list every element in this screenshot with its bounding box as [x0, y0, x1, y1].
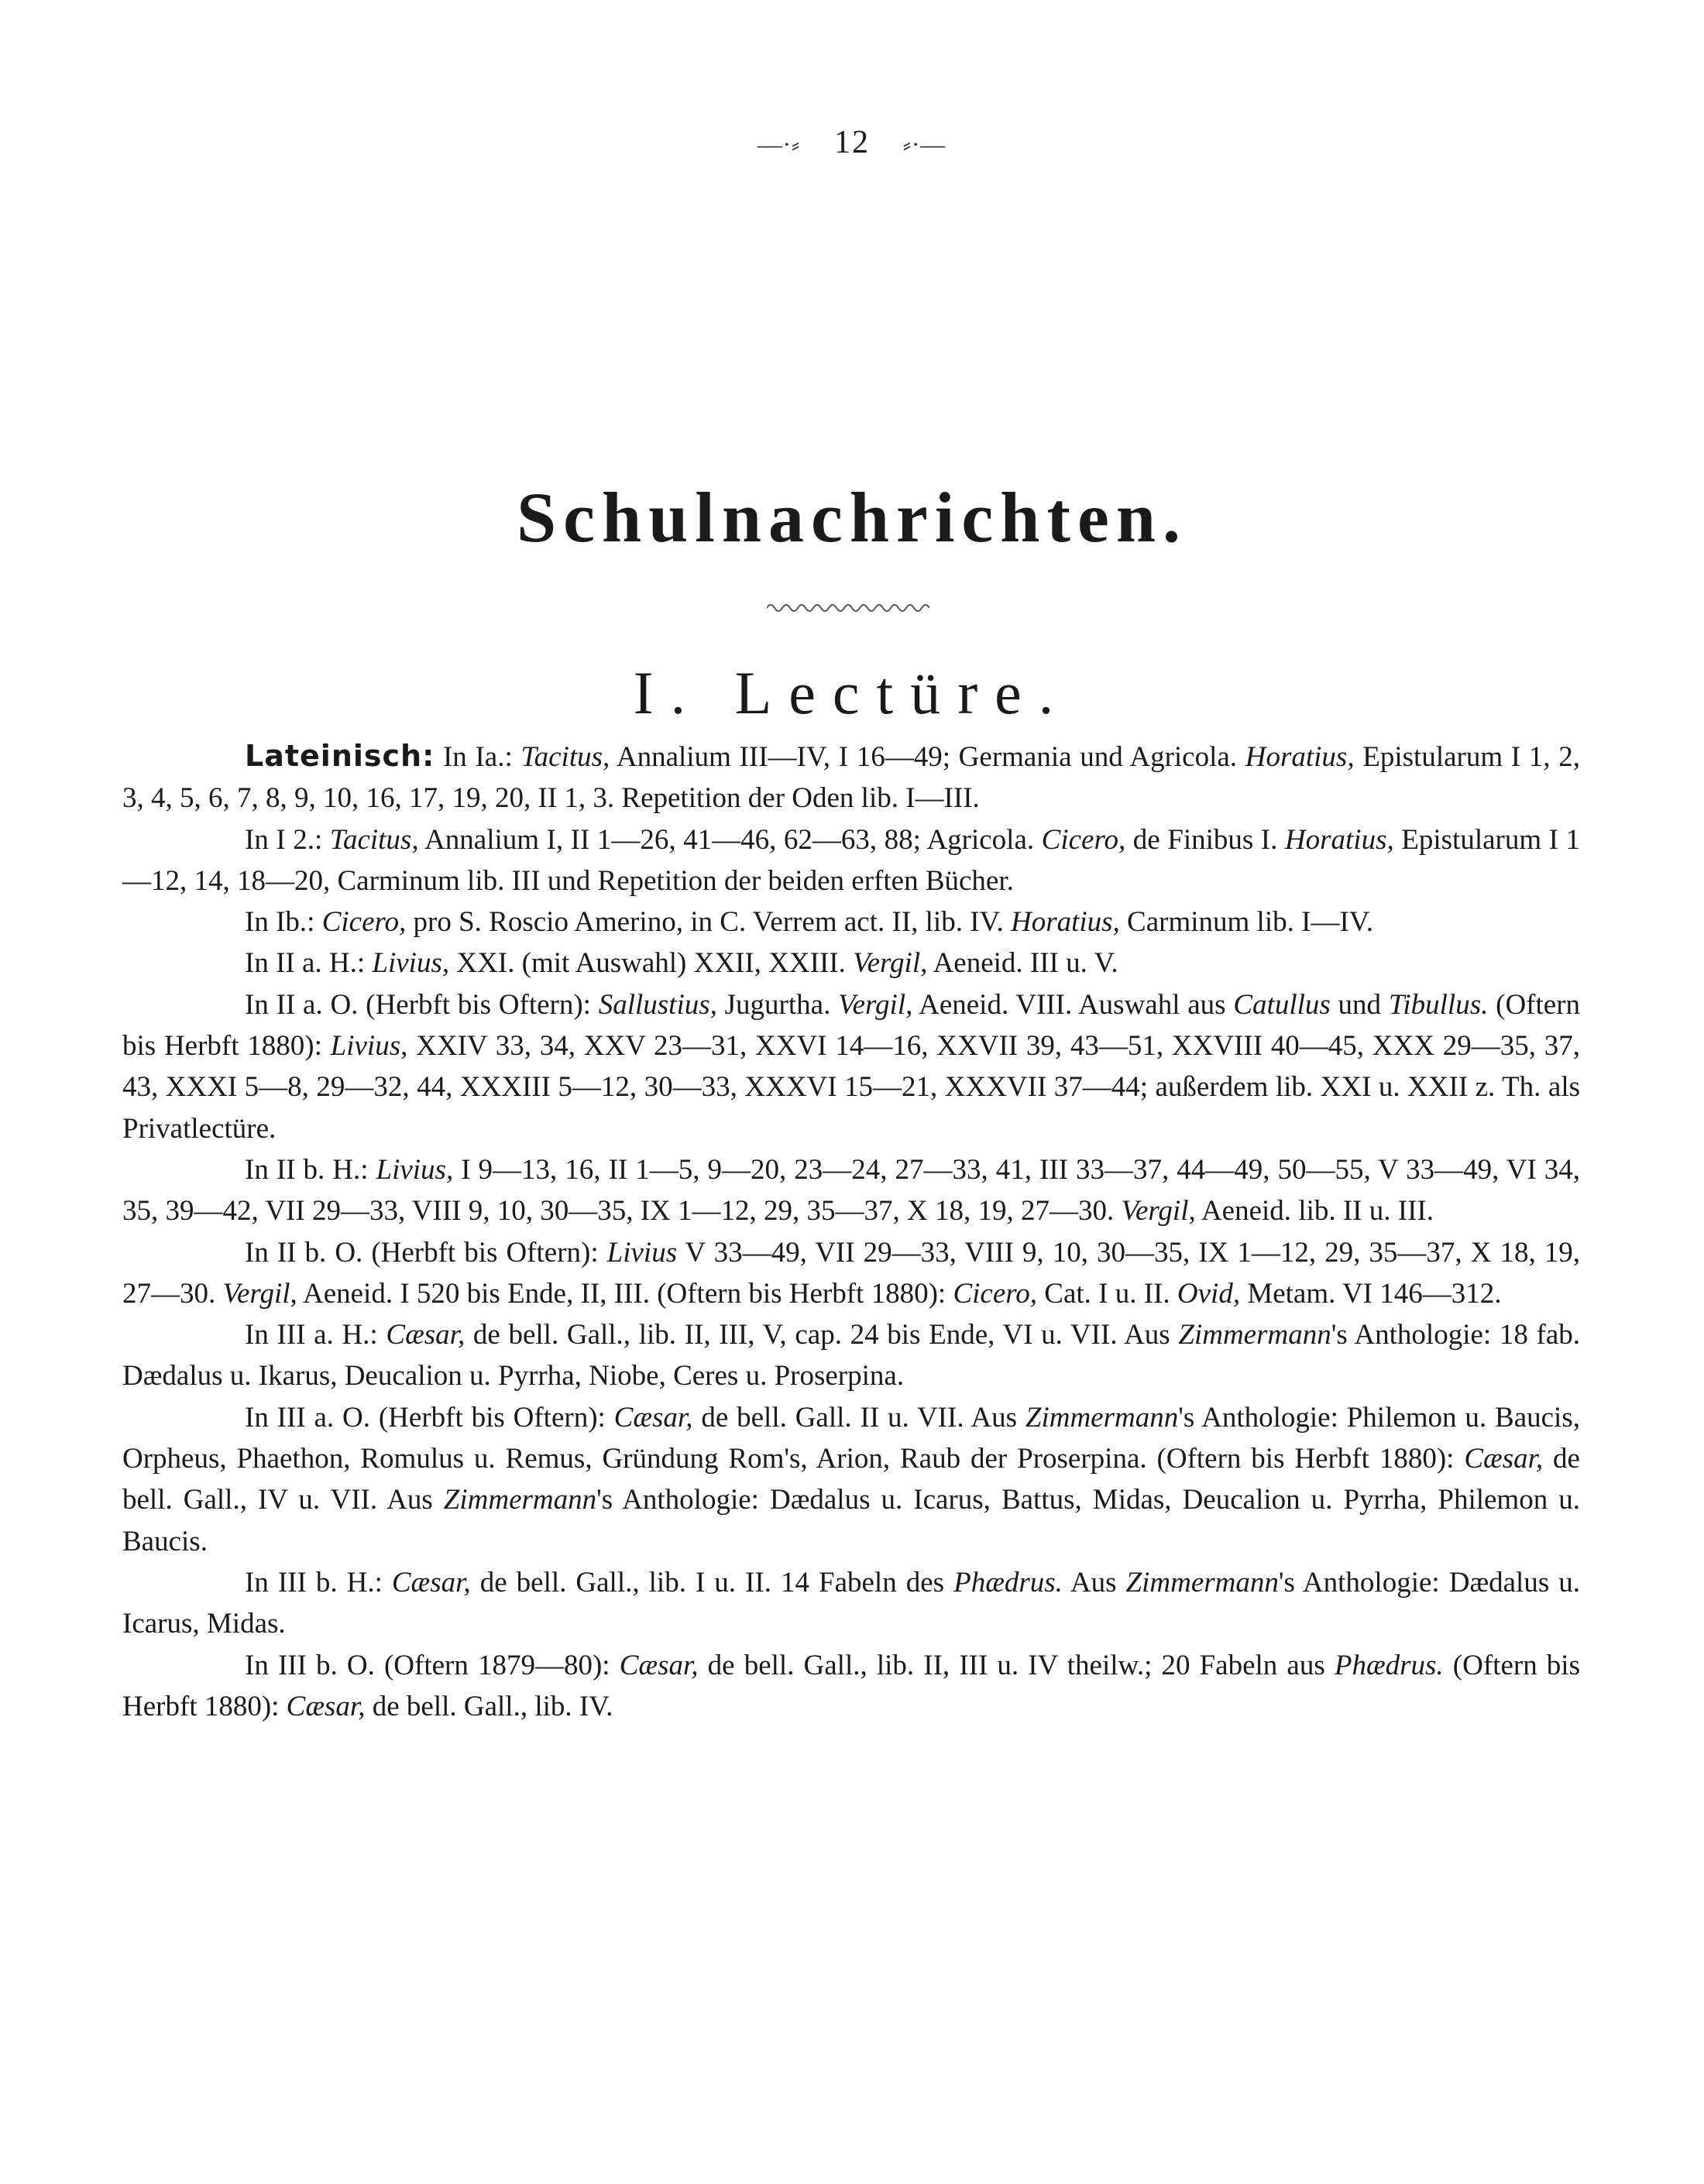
author-name: Horatius,	[1010, 906, 1120, 939]
page-header	[0, 124, 1704, 161]
author-name: Livius,	[372, 947, 450, 980]
text-segment: Aeneid. III u. V.	[927, 947, 1118, 980]
text-segment: Metam. VI 146—312.	[1240, 1277, 1502, 1310]
text-segment: Annalium I, II 1—26, 41—46, 62—63, 88; Agricola.	[418, 823, 1042, 856]
text-segment: Aeneid. I 520 bis Ende, II, III. (Oftern bis Herbft 1880):	[297, 1277, 953, 1310]
author-name: Cicero,	[321, 906, 407, 939]
text-segment: In III b. H.:	[245, 1566, 392, 1599]
text-segment: Carminum lib. I—IV.	[1119, 906, 1373, 939]
author-name: Livius	[606, 1236, 678, 1269]
author-name: Cæsar,	[619, 1649, 699, 1681]
author-name: Cæsar,	[286, 1690, 366, 1722]
text-segment: de Finibus I.	[1125, 823, 1285, 856]
author-name: Cicero,	[953, 1277, 1038, 1310]
text-segment: de bell. Gall., lib. II, III u. IV theilw.; 20 Fabeln aus	[698, 1649, 1335, 1681]
paragraph-lead: Lateinisch:	[245, 739, 435, 773]
author-name: Phædrus.	[1334, 1649, 1444, 1681]
text-segment: 's Anthologie: 18 fab. Dædalus u. Ikarus, Deucalion u. Pyrrha, Niobe, Ceres u. Proserpina.	[122, 1319, 1580, 1392]
paragraph	[122, 984, 1580, 1149]
author-name: Zimmermann	[1178, 1319, 1331, 1351]
text-segment: 's Anthologie: Dædalus u. Icarus, Battus, Midas, Deucalion u. Pyrrha, Philemon u. Baucis.	[122, 1484, 1580, 1557]
text-segment: (Oftern bis Herbft 1880):	[122, 988, 1581, 1063]
paragraph	[122, 1645, 1580, 1728]
author-name: Zimmermann	[1025, 1401, 1179, 1434]
text-segment: pro S. Roscio Amerino, in C. Verrem act. II, lib. IV.	[406, 906, 1011, 939]
paragraph	[122, 1397, 1580, 1562]
text-segment: Aeneid. VIII. Auswahl aus	[912, 988, 1234, 1021]
author-name: Vergil,	[853, 947, 928, 980]
author-name: Cæsar,	[386, 1319, 466, 1351]
paragraph	[122, 1562, 1580, 1645]
text-segment: XXI. (mit Auswahl) XXII, XXIII.	[449, 947, 854, 980]
author-name: Livius,	[330, 1030, 408, 1063]
text-segment: In II b. O. (Herbft bis Oftern):	[245, 1236, 607, 1269]
paragraph	[122, 1232, 1580, 1315]
author-name: Cæsar,	[613, 1401, 693, 1434]
text-segment: Jugurtha.	[716, 988, 839, 1021]
text-segment: V 33—49, VII 29—33, VIII 9, 10, 30—35, IX 1—12, 29, 35—37, X 18, 19, 27—30.	[122, 1236, 1580, 1310]
text-segment: In II a. O. (Herbft bis Oftern):	[245, 988, 599, 1021]
author-name: Cicero,	[1041, 823, 1126, 856]
text-segment: (Oftern bis Herbft 1880):	[122, 1649, 1580, 1722]
text-segment: In Ib.:	[245, 906, 322, 939]
left-ornament: —∙⸗	[757, 130, 802, 158]
text-segment: de bell. Gall. II u. VII. Aus	[692, 1401, 1025, 1434]
author-name: Zimmermann	[1125, 1566, 1279, 1599]
text-segment: Aeneid. lib. II u. III.	[1195, 1195, 1434, 1228]
author-name: Horatius,	[1284, 823, 1394, 856]
author-name: Tacitus,	[520, 741, 610, 773]
author-name: Phædrus.	[953, 1566, 1063, 1599]
paragraph	[122, 1314, 1580, 1397]
text-segment: In III a. O. (Herbft bis Oftern):	[245, 1401, 614, 1434]
text-segment: 's Anthologie: Dædalus u. Icarus, Midas.	[122, 1566, 1580, 1640]
text-segment: Cat. I u. II.	[1037, 1277, 1177, 1310]
author-name: Vergil,	[838, 988, 913, 1021]
section-heading: I. Lectüre.	[633, 659, 1071, 726]
text-segment: In Ia.:	[435, 741, 521, 773]
author-name: Livius,	[376, 1153, 454, 1186]
text-segment: de bell. Gall., lib. I u. II. 14 Fabeln des	[470, 1566, 954, 1599]
wavy-divider-icon	[767, 600, 929, 616]
text-segment: de bell. Gall., lib. II, III, V, cap. 24 bis Ende, VI u. VII. Aus	[465, 1319, 1179, 1351]
text-segment: In II a. H.:	[245, 947, 373, 980]
text-segment: Annalium III—IV, I 16—49; Germania und Agricola.	[610, 741, 1245, 773]
author-name: Zimmermann	[443, 1484, 597, 1516]
author-name: Cæsar,	[1464, 1443, 1544, 1475]
body-text	[122, 736, 1580, 1727]
author-name: Vergil,	[1121, 1195, 1196, 1228]
paragraph	[122, 819, 1580, 902]
text-segment: XXIV 33, 34, XXV 23—31, XXVI 14—16, XXVII 39, 43—51, XXVIII 40—45, XXX 29—35, 37, 43, XXXI 5—8, 29—32, 44, XXXIII 5—12, 30—33, XXXVI 15—21, XXXVII 37—44; außerdem lib. XXI u. XXII z. Th. als Privatlectüre.	[122, 1030, 1580, 1145]
author-name: Tibullus.	[1388, 988, 1489, 1021]
author-name: Tacitus,	[329, 823, 419, 856]
author-name: Horatius,	[1245, 741, 1355, 773]
author-name: Catullus	[1233, 988, 1331, 1021]
page-title: Schulnachrichten.	[516, 478, 1188, 557]
text-segment: und	[1330, 988, 1389, 1021]
author-name: Ovid,	[1177, 1277, 1241, 1310]
author-name: Cæsar,	[391, 1566, 471, 1599]
text-segment: In II b. H.:	[245, 1153, 376, 1186]
text-segment: In III b. O. (Oftern 1879—80):	[245, 1649, 620, 1681]
text-segment: Epistularum I 1—12, 14, 18—20, Carminum lib. III und Repetition der beiden erften Bücher.	[122, 823, 1580, 897]
paragraph	[122, 901, 1580, 943]
text-segment: In I 2.:	[245, 823, 330, 856]
text-segment: 's Anthologie: Philemon u. Baucis, Orpheus, Phaethon, Romulus u. Remus, Gründung Rom's, Arion, Raub der Proserpina. (Oftern bis Herbft 1880):	[122, 1401, 1580, 1475]
paragraph	[122, 943, 1580, 984]
text-segment: de bell. Gall., IV u. VII. Aus	[122, 1443, 1580, 1516]
paragraph	[122, 1149, 1580, 1232]
text-segment: Aus	[1062, 1566, 1126, 1599]
right-ornament: ⸗∙—	[902, 130, 947, 158]
text-segment: I 9—13, 16, II 1—5, 9—20, 23—24, 27—33, 41, III 33—37, 44—49, 50—55, V 33—49, VI 34, 35, 39—42, VII 29—33, VIII 9, 10, 30—35, IX 1—12, 29, 35—37, X 18, 19, 27—30.	[122, 1153, 1581, 1228]
text-segment: Epistularum I 1, 2, 3, 4, 5, 6, 7, 8, 9, 10, 16, 17, 19, 20, II 1, 3. Repetition der Oden lib. I—III.	[122, 741, 1580, 815]
text-segment: de bell. Gall., lib. IV.	[365, 1690, 613, 1722]
author-name: Vergil,	[222, 1277, 297, 1310]
text-segment: In III a. H.:	[245, 1319, 386, 1351]
page-number: 12	[834, 125, 870, 160]
paragraph	[122, 736, 1580, 819]
author-name: Sallustius,	[598, 988, 717, 1021]
